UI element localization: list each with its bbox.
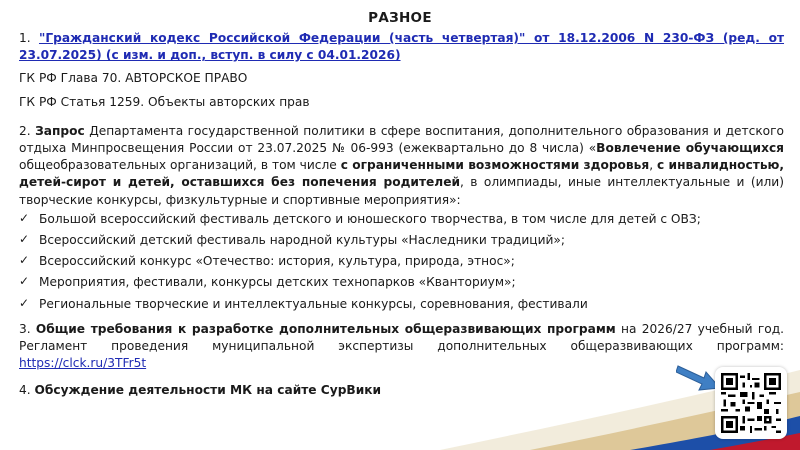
item-1-number: 1. (19, 31, 31, 45)
item-4-bold: Обсуждение деятельности МК на сайте СурВики (34, 383, 382, 398)
check-icon: ✓ (19, 295, 30, 310)
check-icon: ✓ (19, 232, 30, 247)
list-item-text: Всероссийский детский фестиваль народной культуры «Наследники традиций»; (39, 233, 565, 248)
check-icon: ✓ (19, 210, 30, 225)
item-4 (19, 382, 784, 399)
civil-code-link[interactable]: "Гражданский кодекс Российской Федерации (часть четвертая)" от 18.12.2006 N 230-ФЗ (ред. от 23.07.2025) (с изм. и доп., вступ. в силу с 04.01.2026) (19, 31, 785, 63)
item-2-bold-f: с инвалидностью, детей-сирот и детей, оставшихся без попечения родителей (19, 158, 784, 190)
slide-title: РАЗНОЕ (368, 10, 432, 26)
item-2-number: 2. (19, 123, 31, 138)
item-2-bold-d: с ограниченными возможностями здоровья (340, 158, 650, 173)
list-item-text: Большой всероссийский фестиваль детского и юношеского творчества, в том числе для детей с ОВЗ; (39, 211, 701, 226)
regulation-link[interactable]: https://clck.ru/3TFr5t (19, 356, 147, 371)
qr-code-card[interactable] (715, 367, 787, 439)
qr-code-icon (721, 373, 781, 433)
list-item-text: Региональные творческие и интеллектуальные конкурсы, соревнования, фестивали (39, 296, 588, 311)
item-3-bold: Общие требования к разработке дополнительных общеразвивающих программ (35, 321, 616, 336)
list-item (19, 274, 784, 291)
item-1 (19, 30, 784, 64)
list-item-text: Мероприятия, фестивали, конкурсы детских технопарков «Кванториум»; (39, 275, 516, 290)
list-item (19, 296, 784, 313)
check-icon: ✓ (19, 253, 30, 268)
item-2-bold-b: Вовлечение обучающихся (596, 141, 784, 156)
item-2 (19, 123, 784, 209)
item-2-text-c: общеобразовательных организаций, в том числе (19, 158, 341, 173)
item-2-text-a: Департамента государственной политики в сфере воспитания, дополнительного образования и детского отдыха Минпросвещения России от 23.07.2025 № 06-993 (ежеквартально до 8 числа) « (19, 123, 785, 156)
item-4-number: 4. (19, 383, 31, 398)
item-2-text-g: , в олимпиады, иные интеллектуальные и (или) творческие конкурсы, физкультурные и спортивные мероприятия»: (19, 175, 784, 207)
item-2-text-e: , (649, 158, 657, 173)
list-item (19, 211, 784, 228)
list-item (19, 232, 784, 249)
slide-content (19, 30, 784, 400)
list-item (19, 253, 784, 270)
item-2-lead: Запрос (35, 123, 85, 138)
item-3-text: на 2026/27 учебный год. Регламент проведения муниципальной экспертизы дополнительных общеразвивающих программ: (19, 321, 785, 354)
item-3 (19, 321, 784, 373)
item-1-article: ГК РФ Статья 1259. Объекты авторских прав (19, 94, 310, 109)
list-item-text: Всероссийский конкурс «Отечество: история, культура, природа, этнос»; (39, 254, 515, 269)
item-1-chapter: ГК РФ Глава 70. АВТОРСКОЕ ПРАВО (19, 71, 248, 86)
item-3-number: 3. (19, 321, 31, 336)
item-2-bullet-list (19, 211, 784, 313)
check-icon: ✓ (19, 274, 30, 289)
